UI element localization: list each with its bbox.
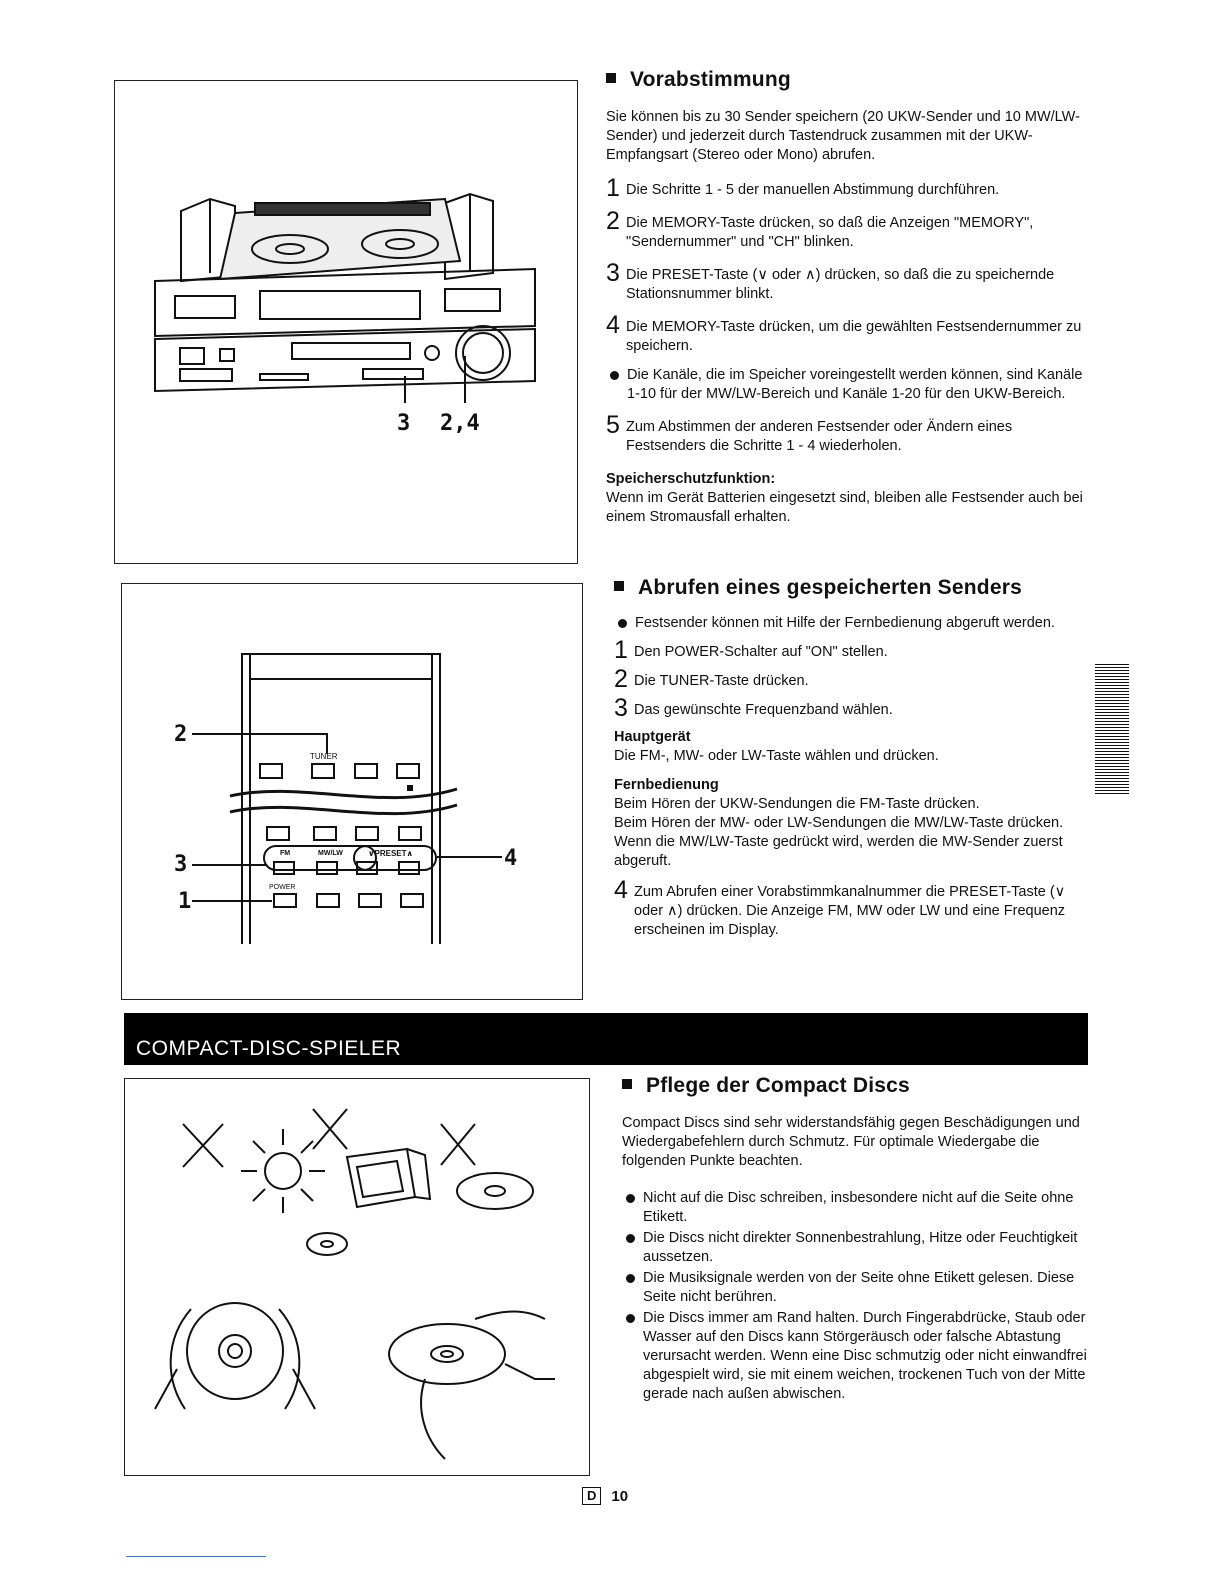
figure-disc-care: [124, 1078, 590, 1476]
page-edge-tab-marker: [1095, 664, 1129, 794]
stereo-unit-illustration: [115, 81, 577, 563]
section1-heading: [606, 68, 1084, 92]
step-item: 4 Die MEMORY-Taste drücken, um die gewählten Festsendernummer zu speichern.: [606, 311, 1082, 354]
section1-intro: Sie können bis zu 30 Sender speichern (20 UKW-Sender und 10 MW/LW-Sender) und jederzeit durch Tastendruck zusammen mit der UKW-Empfangsart (Stereo oder Mono) abrufen.: [606, 109, 1080, 163]
step-item: 2 Die TUNER-Taste drücken.: [614, 665, 809, 693]
step-item: 5 Zum Abstimmen der anderen Festsender oder Ändern eines Festsenders die Schritte 1 - 4 wiederholen.: [606, 411, 1013, 454]
care-bullet: Die Musiksignale werden von der Seite ohne Etikett gelesen. Diese Seite nicht berühren.: [622, 1269, 1092, 1307]
figure1-label-3: 3: [397, 411, 411, 436]
step-item: 2 Die MEMORY-Taste drücken, so daß die Anzeigen "MEMORY", "Sendernummer" und "CH" blinken.: [606, 207, 1034, 250]
section-abrufen: [614, 576, 1088, 940]
step-item: 1 Den POWER-Schalter auf "ON" stellen.: [614, 636, 888, 664]
dot-bullet-icon: [626, 1234, 635, 1243]
remote-fm-label: FM: [280, 850, 291, 857]
main-unit-text: Die FM-, MW- oder LW-Taste wählen und drücken.: [614, 748, 939, 764]
remote-mwlw-label: MW/LW: [318, 850, 343, 857]
care-bullet: Die Discs nicht direkter Sonnenbestrahlung, Hitze oder Feuchtigkeit aussetzen.: [622, 1229, 1092, 1267]
care-bullet: Die Discs immer am Rand halten. Durch Fingerabdrücke, Staub oder Wasser auf den Discs kann Störgeräusch oder falsche Abtastung verursacht werden. Wenn eine Disc schmutzig oder nicht einwandfrei abgespielt wird, sie mit einem weichen, trockenen Tuch von der Mitte gerade nach außen abwischen.: [622, 1309, 1092, 1404]
memory-protection-text: Wenn im Gerät Batterien eingesetzt sind, bleiben alle Festsender auch bei einem Stromausfall erhalten.: [606, 490, 1083, 525]
language-code: D: [582, 1487, 601, 1505]
square-bullet-icon: [606, 73, 616, 83]
section1-title: Vorabstimmung: [630, 68, 791, 91]
section2-note: Festsender können mit Hilfe der Fernbedienung abgeruft werden.: [614, 614, 1088, 633]
section3-heading: [622, 1074, 1092, 1098]
remote-text-2: Beim Hören der MW- oder LW-Sendungen die MW/LW-Taste drücken.: [614, 815, 1064, 831]
figure1-label-2-4: 2,4: [440, 411, 480, 436]
remote-label-3: 3: [174, 852, 188, 877]
remote-preset-label: ∨PRESET∧: [368, 849, 413, 858]
section-pflege: [622, 1074, 1092, 1404]
remote-power-label: POWER: [269, 884, 296, 891]
remote-tuner-label: TUNER: [310, 752, 338, 761]
dot-bullet-icon: [618, 619, 627, 628]
care-bullet: Nicht auf die Disc schreiben, insbesondere nicht auf die Seite ohne Etikett.: [622, 1189, 1092, 1227]
dot-bullet-icon: [610, 371, 619, 380]
dot-bullet-icon: [626, 1194, 635, 1203]
remote-text-1: Beim Hören der UKW-Sendungen die FM-Taste drücken.: [614, 796, 980, 812]
section3-title: Pflege der Compact Discs: [646, 1074, 910, 1097]
section1-note: Die Kanäle, die im Speicher voreingestellt werden können, sind Kanäle 1-10 für der MW/LW-Bereich und Kanäle 1-20 für den UKW-Bereich.: [606, 366, 1084, 404]
figure-stereo-unit: [114, 80, 578, 564]
page-number: 10: [611, 1487, 629, 1505]
section2-heading: [614, 576, 1088, 600]
main-unit-heading: Hauptgerät: [614, 729, 691, 745]
section-banner: [124, 1013, 1088, 1065]
remote-label-4: 4: [504, 846, 518, 871]
section-vorabstimmung: [606, 68, 1084, 527]
section2-title: Abrufen eines gespeicherten Senders: [638, 576, 1022, 599]
remote-label-1: 1: [178, 889, 192, 914]
dot-bullet-icon: [626, 1274, 635, 1283]
remote-heading: Fernbedienung: [614, 777, 719, 793]
step-item: 3 Die PRESET-Taste (∨ oder ∧) drücken, so daß die zu speichernde Stationsnummer blinkt.: [606, 259, 1055, 302]
memory-protection-heading: Speicherschutzfunktion:: [606, 471, 776, 487]
banner-title: COMPACT-DISC-SPIELER: [136, 1037, 402, 1060]
step-item: 4 Zum Abrufen einer Vorabstimmkanalnummer die PRESET-Taste (∨ oder ∧) drücken. Die Anzeige FM, MW oder LW und eine Frequenz erscheinen im Display.: [614, 876, 1066, 938]
disc-care-illustration: [125, 1079, 589, 1475]
remote-label-2: 2: [174, 722, 188, 747]
step-item: 3 Das gewünschte Frequenzband wählen.: [614, 694, 893, 722]
remote-text-3: Wenn die MW/LW-Taste gedrückt wird, werden die MW-Sender zuerst abgeruft.: [614, 834, 1063, 869]
step-item: 1 Die Schritte 1 - 5 der manuellen Abstimmung durchführen.: [606, 174, 1000, 202]
section3-intro: Compact Discs sind sehr widerstandsfähig gegen Beschädigungen und Wiedergabefehlern durch Schmutz. Für optimale Wiedergabe die folgenden Punkte beachten.: [622, 1115, 1080, 1169]
footer-rule: [126, 1556, 266, 1557]
page-footer: [582, 1487, 628, 1505]
remote-control-illustration: [122, 584, 582, 999]
section1-steps: [606, 174, 1084, 356]
figure-remote-control: [121, 583, 583, 1000]
dot-bullet-icon: [626, 1314, 635, 1323]
square-bullet-icon: [622, 1079, 632, 1089]
square-bullet-icon: [614, 581, 624, 591]
